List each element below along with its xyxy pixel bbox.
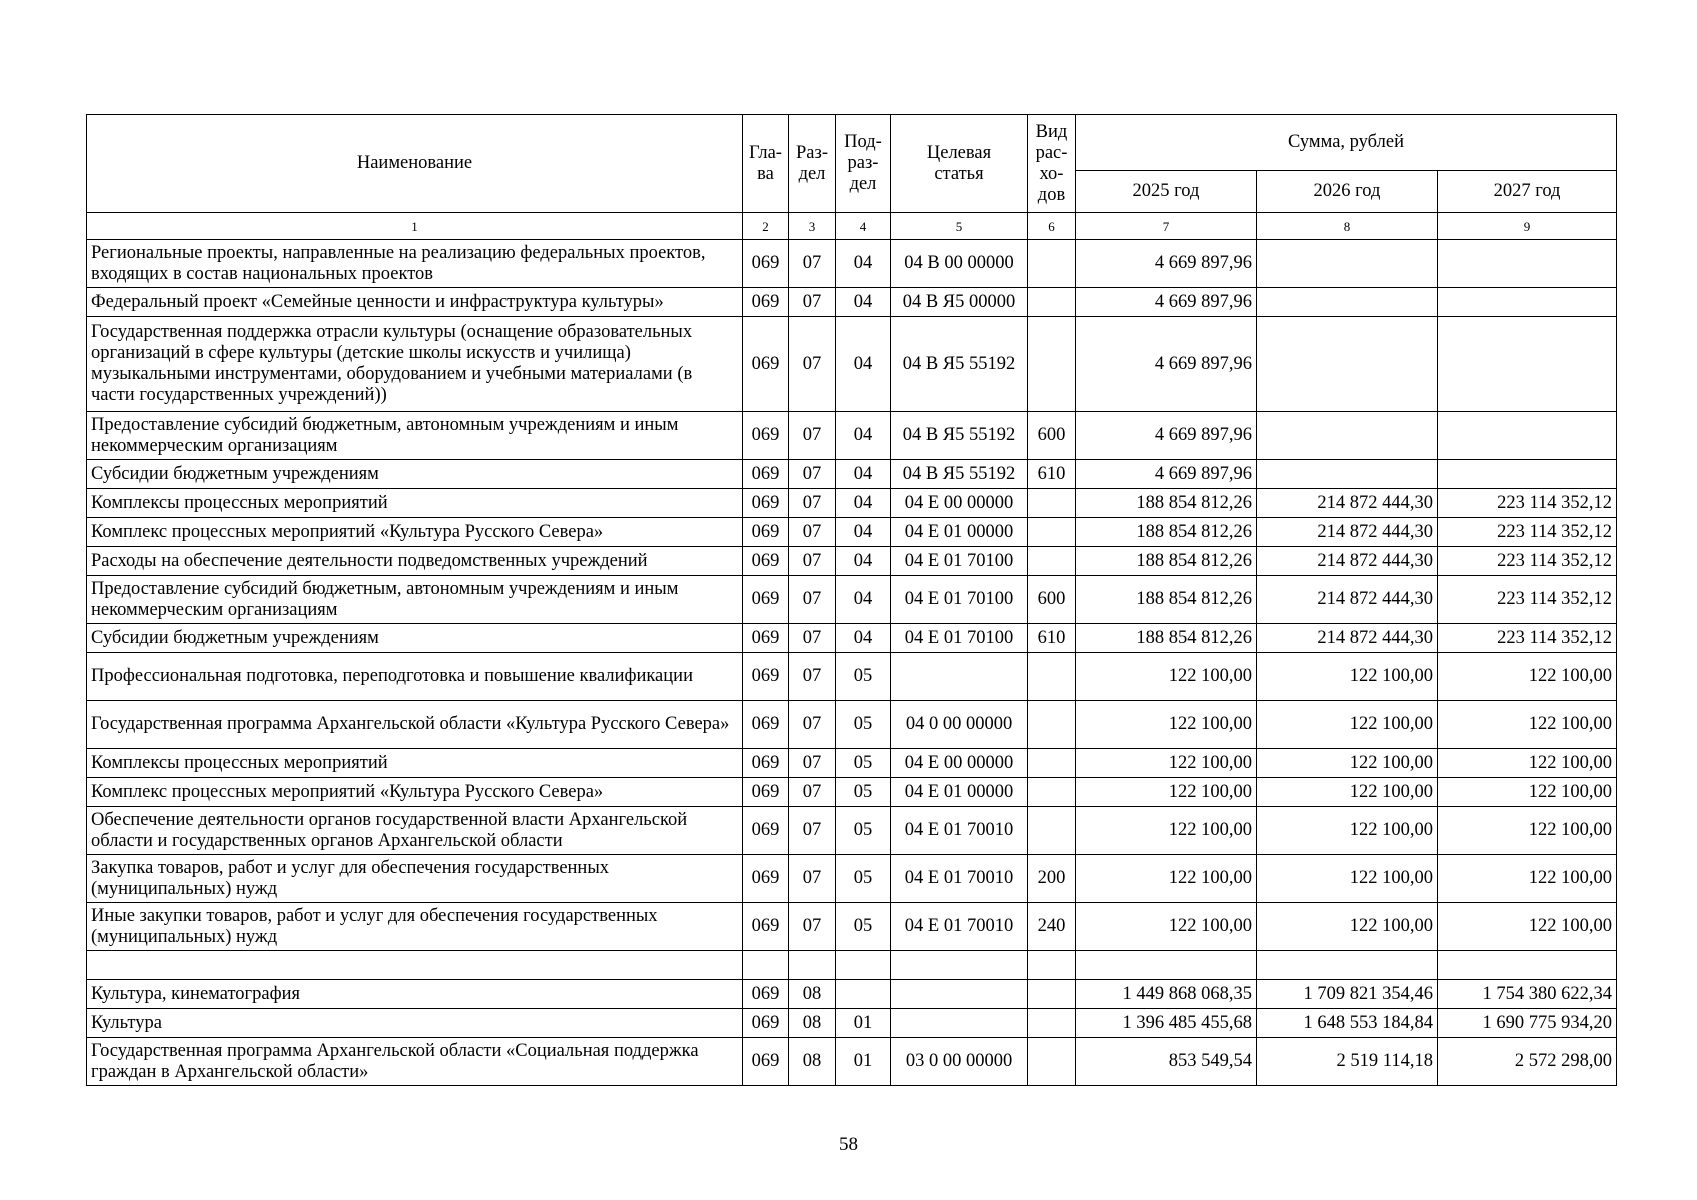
row-expense-type: [1028, 240, 1076, 288]
row-sum-2027: 223 114 352,12: [1438, 518, 1617, 547]
row-subsection: 05: [836, 749, 891, 778]
column-number: 6: [1028, 213, 1076, 240]
row-sum-2026: 1 709 821 354,46: [1257, 980, 1438, 1009]
header-year-2026: 2026 год: [1257, 171, 1438, 213]
row-subsection: 05: [836, 807, 891, 855]
table-row: [87, 1009, 1617, 1038]
row-sum-2025: 4 669 897,96: [1076, 412, 1257, 460]
row-section: [789, 951, 836, 980]
row-sum-2027: [1438, 240, 1617, 288]
row-chapter: 069: [743, 807, 789, 855]
row-section: 07: [789, 317, 836, 412]
row-sum-2026: 122 100,00: [1257, 855, 1438, 903]
row-sum-2025: 188 854 812,26: [1076, 518, 1257, 547]
row-subsection: 01: [836, 1009, 891, 1038]
row-sum-2026: [1257, 240, 1438, 288]
row-chapter: 069: [743, 412, 789, 460]
row-name: Государственная поддержка отрасли культуры (оснащение образовательных организаций в сфере культуры (детские школы искусств и училища) музыкальными инструментами, оборудованием и учебными материалами (в части государственных учреждений)): [87, 317, 743, 412]
column-number: 8: [1257, 213, 1438, 240]
row-sum-2026: 122 100,00: [1257, 778, 1438, 807]
table-row: [87, 547, 1617, 576]
row-name: Комплекс процессных мероприятий «Культура Русского Севера»: [87, 518, 743, 547]
row-sum-2026: 122 100,00: [1257, 903, 1438, 951]
row-name: Комплексы процессных мероприятий: [87, 489, 743, 518]
row-target: 04 Е 01 00000: [891, 518, 1028, 547]
row-sum-2025: 4 669 897,96: [1076, 460, 1257, 489]
row-expense-type: [1028, 317, 1076, 412]
table-row: [87, 1038, 1617, 1086]
row-name: Региональные проекты, направленные на реализацию федеральных проектов, входящих в состав национальных проектов: [87, 240, 743, 288]
table-body: [87, 240, 1617, 1086]
row-sum-2027: 1 754 380 622,34: [1438, 980, 1617, 1009]
header-subsection: Под- раз- дел: [836, 115, 891, 213]
row-sum-2025: 122 100,00: [1076, 807, 1257, 855]
row-sum-2027: 122 100,00: [1438, 855, 1617, 903]
row-chapter: 069: [743, 624, 789, 653]
row-chapter: 069: [743, 701, 789, 749]
row-chapter: 069: [743, 855, 789, 903]
row-target: 04 В Я5 55192: [891, 317, 1028, 412]
row-section: 07: [789, 518, 836, 547]
table-row: [87, 855, 1617, 903]
column-number: 9: [1438, 213, 1617, 240]
column-number: 3: [789, 213, 836, 240]
table-row: [87, 518, 1617, 547]
column-number: 5: [891, 213, 1028, 240]
row-subsection: 04: [836, 412, 891, 460]
row-expense-type: [1028, 980, 1076, 1009]
row-name: Обеспечение деятельности органов государственной власти Архангельской области и государственных органов Архангельской области: [87, 807, 743, 855]
row-expense-type: [1028, 518, 1076, 547]
row-target: 04 Е 01 70100: [891, 547, 1028, 576]
row-expense-type: [1028, 778, 1076, 807]
row-section: 07: [789, 460, 836, 489]
row-name: Субсидии бюджетным учреждениям: [87, 624, 743, 653]
row-expense-type: 600: [1028, 412, 1076, 460]
row-sum-2026: 214 872 444,30: [1257, 547, 1438, 576]
row-sum-2026: [1257, 460, 1438, 489]
row-sum-2027: 2 572 298,00: [1438, 1038, 1617, 1086]
row-sum-2026: [1257, 317, 1438, 412]
row-subsection: 04: [836, 489, 891, 518]
row-subsection: 04: [836, 547, 891, 576]
table-row: [87, 288, 1617, 317]
row-expense-type: [1028, 951, 1076, 980]
row-target: [891, 980, 1028, 1009]
column-number: 7: [1076, 213, 1257, 240]
row-expense-type: [1028, 288, 1076, 317]
row-chapter: 069: [743, 460, 789, 489]
row-sum-2025: 4 669 897,96: [1076, 288, 1257, 317]
row-sum-2027: 122 100,00: [1438, 807, 1617, 855]
row-expense-type: [1028, 1009, 1076, 1038]
row-name: Государственная программа Архангельской области «Социальная поддержка граждан в Архангельской области»: [87, 1038, 743, 1086]
row-sum-2026: 122 100,00: [1257, 701, 1438, 749]
row-subsection: 04: [836, 518, 891, 547]
row-target: 04 Е 01 70010: [891, 903, 1028, 951]
row-target: 04 Е 01 00000: [891, 778, 1028, 807]
row-sum-2025: 4 669 897,96: [1076, 317, 1257, 412]
row-sum-2027: [1438, 317, 1617, 412]
row-sum-2026: 214 872 444,30: [1257, 489, 1438, 518]
row-subsection: [836, 980, 891, 1009]
row-target: 04 0 00 00000: [891, 701, 1028, 749]
row-section: 08: [789, 980, 836, 1009]
table-row: [87, 317, 1617, 412]
row-subsection: 04: [836, 288, 891, 317]
row-subsection: [836, 951, 891, 980]
row-name: Расходы на обеспечение деятельности подведомственных учреждений: [87, 547, 743, 576]
row-section: 07: [789, 855, 836, 903]
table-row: [87, 749, 1617, 778]
row-sum-2027: 1 690 775 934,20: [1438, 1009, 1617, 1038]
row-section: 07: [789, 653, 836, 701]
row-subsection: 04: [836, 460, 891, 489]
row-sum-2027: 122 100,00: [1438, 653, 1617, 701]
table-row: [87, 412, 1617, 460]
row-target: 04 В Я5 55192: [891, 460, 1028, 489]
row-name: Предоставление субсидий бюджетным, автономным учреждениям и иным некоммерческим организациям: [87, 576, 743, 624]
row-chapter: 069: [743, 1038, 789, 1086]
header-expense-type: Вид рас- хо- дов: [1028, 115, 1076, 213]
row-section: 07: [789, 807, 836, 855]
row-name: Государственная программа Архангельской области «Культура Русского Севера»: [87, 701, 743, 749]
row-sum-2027: [1438, 951, 1617, 980]
row-chapter: 069: [743, 903, 789, 951]
row-expense-type: [1028, 749, 1076, 778]
row-sum-2027: [1438, 288, 1617, 317]
row-name: [87, 951, 743, 980]
row-target: 03 0 00 00000: [891, 1038, 1028, 1086]
column-number: 4: [836, 213, 891, 240]
row-target: 04 Е 01 70100: [891, 576, 1028, 624]
row-sum-2025: 853 549,54: [1076, 1038, 1257, 1086]
table-row: [87, 778, 1617, 807]
row-sum-2025: 122 100,00: [1076, 701, 1257, 749]
row-sum-2027: 223 114 352,12: [1438, 489, 1617, 518]
row-chapter: 069: [743, 749, 789, 778]
row-sum-2026: [1257, 288, 1438, 317]
row-chapter: 069: [743, 1009, 789, 1038]
row-subsection: 01: [836, 1038, 891, 1086]
row-expense-type: 600: [1028, 576, 1076, 624]
row-target: [891, 653, 1028, 701]
row-sum-2025: 122 100,00: [1076, 855, 1257, 903]
row-expense-type: [1028, 653, 1076, 701]
row-name: Субсидии бюджетным учреждениям: [87, 460, 743, 489]
row-sum-2027: [1438, 412, 1617, 460]
row-sum-2025: 188 854 812,26: [1076, 547, 1257, 576]
row-subsection: 05: [836, 778, 891, 807]
row-sum-2027: 122 100,00: [1438, 903, 1617, 951]
table-row: [87, 576, 1617, 624]
table-row-empty: [87, 951, 1617, 980]
row-sum-2025: 1 449 868 068,35: [1076, 980, 1257, 1009]
row-section: 07: [789, 749, 836, 778]
row-chapter: 069: [743, 317, 789, 412]
row-chapter: 069: [743, 778, 789, 807]
row-expense-type: [1028, 807, 1076, 855]
row-target: [891, 951, 1028, 980]
row-name: Закупка товаров, работ и услуг для обеспечения государственных (муниципальных) нужд: [87, 855, 743, 903]
row-name: Предоставление субсидий бюджетным, автономным учреждениям и иным некоммерческим организациям: [87, 412, 743, 460]
row-subsection: 04: [836, 624, 891, 653]
row-name: Культура: [87, 1009, 743, 1038]
row-subsection: 05: [836, 653, 891, 701]
row-sum-2027: 223 114 352,12: [1438, 576, 1617, 624]
header-year-2027: 2027 год: [1438, 171, 1617, 213]
row-subsection: 04: [836, 240, 891, 288]
row-chapter: 069: [743, 518, 789, 547]
row-section: 07: [789, 288, 836, 317]
row-section: 07: [789, 624, 836, 653]
row-sum-2026: [1257, 412, 1438, 460]
row-sum-2025: 4 669 897,96: [1076, 240, 1257, 288]
row-sum-2026: 122 100,00: [1257, 807, 1438, 855]
row-sum-2027: 223 114 352,12: [1438, 624, 1617, 653]
row-expense-type: 610: [1028, 460, 1076, 489]
row-expense-type: [1028, 489, 1076, 518]
row-chapter: 069: [743, 240, 789, 288]
row-expense-type: [1028, 547, 1076, 576]
header-year-2025: 2025 год: [1076, 171, 1257, 213]
row-expense-type: [1028, 701, 1076, 749]
row-chapter: 069: [743, 288, 789, 317]
row-sum-2026: 214 872 444,30: [1257, 576, 1438, 624]
row-section: 07: [789, 412, 836, 460]
row-sum-2025: [1076, 951, 1257, 980]
row-target: 04 Е 01 70100: [891, 624, 1028, 653]
row-sum-2027: 122 100,00: [1438, 749, 1617, 778]
row-name: Иные закупки товаров, работ и услуг для обеспечения государственных (муниципальных) нужд: [87, 903, 743, 951]
row-name: Культура, кинематография: [87, 980, 743, 1009]
table-row: [87, 240, 1617, 288]
row-sum-2025: 188 854 812,26: [1076, 489, 1257, 518]
row-sum-2027: 122 100,00: [1438, 778, 1617, 807]
row-sum-2026: 122 100,00: [1257, 749, 1438, 778]
page-number: 58: [839, 1134, 858, 1155]
row-section: 07: [789, 547, 836, 576]
header-chapter: Гла- ва: [743, 115, 789, 213]
row-sum-2026: 214 872 444,30: [1257, 518, 1438, 547]
row-sum-2025: 188 854 812,26: [1076, 624, 1257, 653]
row-chapter: [743, 951, 789, 980]
row-sum-2026: [1257, 951, 1438, 980]
row-target: 04 Е 00 00000: [891, 749, 1028, 778]
row-sum-2027: [1438, 460, 1617, 489]
row-target: 04 Е 00 00000: [891, 489, 1028, 518]
table-row: [87, 980, 1617, 1009]
row-section: 08: [789, 1009, 836, 1038]
table-row: [87, 807, 1617, 855]
row-subsection: 04: [836, 317, 891, 412]
row-expense-type: 240: [1028, 903, 1076, 951]
row-name: Комплексы процессных мероприятий: [87, 749, 743, 778]
row-expense-type: 200: [1028, 855, 1076, 903]
row-sum-2026: 122 100,00: [1257, 653, 1438, 701]
row-target: 04 Е 01 70010: [891, 807, 1028, 855]
row-sum-2025: 122 100,00: [1076, 903, 1257, 951]
row-section: 08: [789, 1038, 836, 1086]
header-target: Целевая статья: [891, 115, 1028, 213]
row-section: 07: [789, 903, 836, 951]
column-number: 1: [87, 213, 743, 240]
row-name: Комплекс процессных мероприятий «Культура Русского Севера»: [87, 778, 743, 807]
budget-table: [86, 114, 1617, 1086]
row-sum-2025: 122 100,00: [1076, 749, 1257, 778]
table-row: [87, 624, 1617, 653]
row-chapter: 069: [743, 653, 789, 701]
row-sum-2026: 2 519 114,18: [1257, 1038, 1438, 1086]
row-section: 07: [789, 240, 836, 288]
row-section: 07: [789, 576, 836, 624]
row-sum-2025: 122 100,00: [1076, 778, 1257, 807]
row-sum-2025: 188 854 812,26: [1076, 576, 1257, 624]
table-row: [87, 460, 1617, 489]
row-chapter: 069: [743, 489, 789, 518]
row-sum-2026: 214 872 444,30: [1257, 624, 1438, 653]
row-section: 07: [789, 701, 836, 749]
row-chapter: 069: [743, 547, 789, 576]
row-chapter: 069: [743, 576, 789, 624]
column-number-row: [87, 213, 1617, 240]
row-subsection: 05: [836, 855, 891, 903]
row-chapter: 069: [743, 980, 789, 1009]
column-number: 2: [743, 213, 789, 240]
row-target: 04 В Я5 00000: [891, 288, 1028, 317]
row-subsection: 04: [836, 576, 891, 624]
header-name: Наименование: [87, 115, 743, 213]
table-row: [87, 903, 1617, 951]
row-expense-type: [1028, 1038, 1076, 1086]
row-target: 04 Е 01 70010: [891, 855, 1028, 903]
row-section: 07: [789, 489, 836, 518]
table-row: [87, 701, 1617, 749]
row-subsection: 05: [836, 701, 891, 749]
row-target: 04 В Я5 55192: [891, 412, 1028, 460]
row-sum-2026: 1 648 553 184,84: [1257, 1009, 1438, 1038]
row-target: 04 В 00 00000: [891, 240, 1028, 288]
row-sum-2025: 122 100,00: [1076, 653, 1257, 701]
row-target: [891, 1009, 1028, 1038]
row-sum-2027: 122 100,00: [1438, 701, 1617, 749]
header-section: Раз- дел: [789, 115, 836, 213]
header-sum: Сумма, рублей: [1076, 115, 1617, 171]
table-row: [87, 489, 1617, 518]
row-sum-2025: 1 396 485 455,68: [1076, 1009, 1257, 1038]
row-name: Профессиональная подготовка, переподготовка и повышение квалификации: [87, 653, 743, 701]
row-section: 07: [789, 778, 836, 807]
row-sum-2027: 223 114 352,12: [1438, 547, 1617, 576]
row-subsection: 05: [836, 903, 891, 951]
table-row: [87, 653, 1617, 701]
row-name: Федеральный проект «Семейные ценности и инфраструктура культуры»: [87, 288, 743, 317]
row-expense-type: 610: [1028, 624, 1076, 653]
